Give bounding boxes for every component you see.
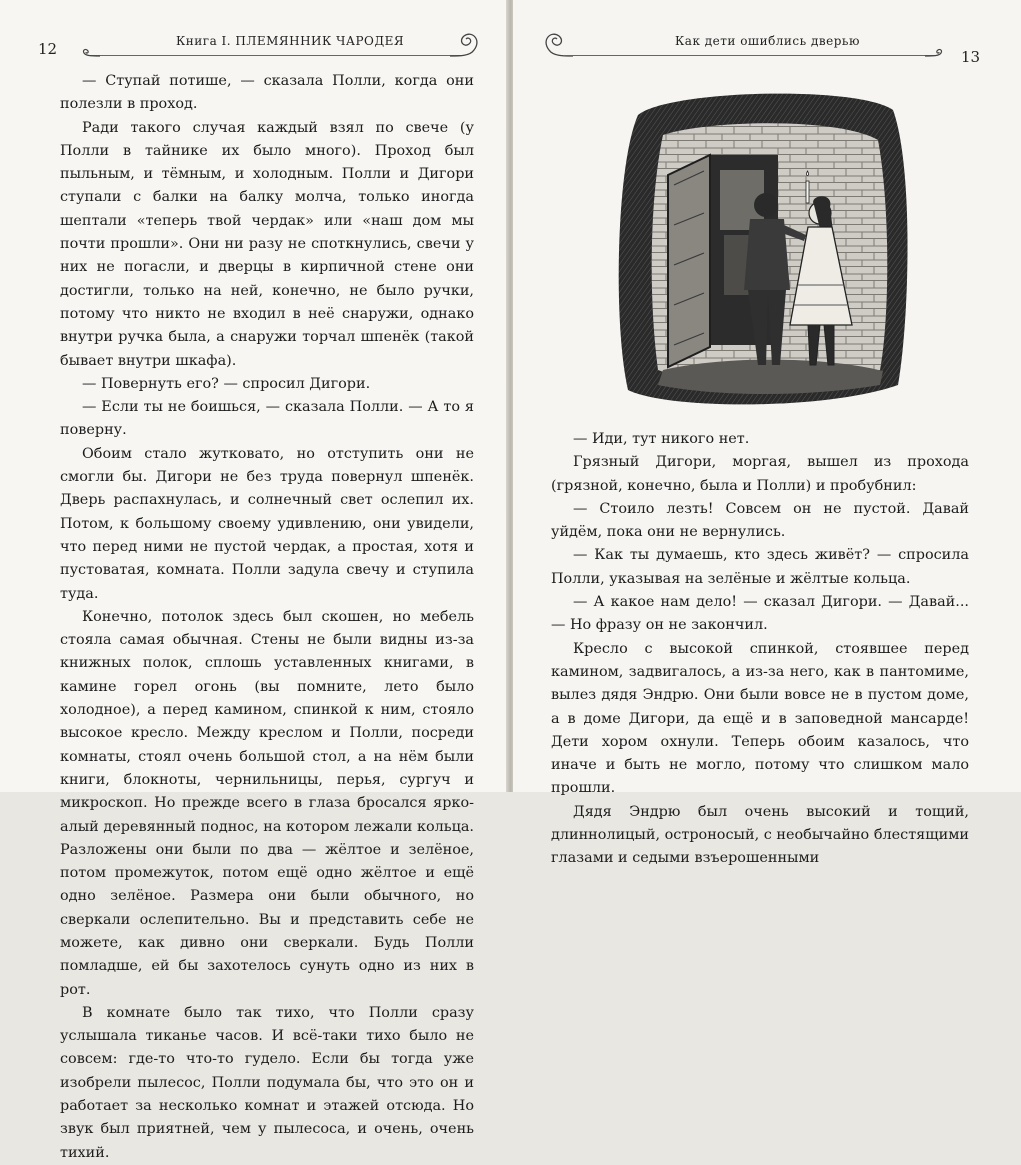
running-head: Как дети ошиблись дверью [675, 34, 860, 48]
paragraph: — А какое нам дело! — сказал Дигори. — Давай... — Но фразу он не закончил. [551, 594, 969, 634]
paragraph: — Ступай потише, — сказала Полли, когда они полезли в проход. [60, 73, 474, 113]
left-page [0, 0, 508, 1161]
paragraph: Конечно, потолок здесь был скошен, но мебель стояла самая обычная. Стены не были видны из-за книжных полок, сплошь уставленных книгами, в камине горел огонь (вы помните, лето было холодное), а перед камином, спинкой к ним, стояло высокое кресло. Между креслом и Полли, посреди комнаты, стоял очень большой стол, а на нём были книги, блокноты, чернильницы, перья, сургуч и микроскоп. Но прежде всего в глаза бросался ярко-алый деревянный поднос, на котором лежали кольца. Разложены они были по два — жёлтое и зелёное, потом промежуток, потом ещё одно жёлтое и ещё одно зелёное. Размера они были обычного, но сверкали ослепительно. Вы и представить себе не можете, как дивно они сверкали. Будь Полли помладше, ей бы захотелось сунуть одно из них в рот. [60, 608, 474, 998]
paragraph: — Стоило лезть! Совсем он не пустой. Давай уйдём, пока они не вернулись. [551, 500, 969, 541]
right-page [513, 0, 1021, 867]
paragraph: — Если ты не боишься, — сказала Полли. — А то я поверну. [60, 399, 474, 439]
spiral-ornament-icon [535, 26, 575, 62]
body-text [551, 428, 969, 871]
paragraph: Грязный Дигори, моргая, вышел из прохода (грязной, конечно, была и Полли) и пробубнил: [551, 454, 969, 494]
header-rule [90, 55, 462, 56]
paragraph: — Повернуть его? — спросил Дигори. [82, 375, 371, 392]
header-rule [563, 55, 935, 56]
paragraph: — Иди, тут никого нет. [573, 431, 750, 447]
paragraph: Обоим стало жутковато, но отступить они не смогли бы. Дигори не без труда повернул шпенёк. Дверь распахнулась, и солнечный свет ослепил их. Потом, к большому своему удивлению, они увидели, что перед ними не пустой чердак, а простая, хотя и пустоватая, комната. Полли задула свечу и ступила туда. [60, 445, 474, 602]
paragraph: Кресло с высокой спинкой, стоявшее перед камином, задвигалось, а из-за него, как в пантомиме, вылез дядя Эндрю. Они были вовсе не в пустом доме, а в доме Дигори, да ещё и в заповедной мансарде! Дети хором охнули. Теперь обоим казалось, что иначе и быть не могло, потому что слишком мало прошли. [551, 640, 969, 797]
ink-illustration-children-at-door [608, 85, 913, 412]
flourish-ornament-icon [923, 45, 945, 65]
page-number: 13 [961, 48, 981, 66]
running-head: Книга I. ПЛЕМЯННИК ЧАРОДЕЯ [176, 34, 405, 48]
paragraph: Дядя Эндрю был очень высокий и тощий, длиннолицый, остроносый, с необычайно блестящими глазами и седыми взъерошенными [551, 803, 969, 867]
paragraph: Ради такого случая каждый взял по свече (у Полли в тайнике их было много). Проход был пыльным, и тёмным, и холодным. Полли и Дигори ступали с балки на балку молча, только иногда шептали «теперь твой чердак» или «наш дом мы почти прошли». Они ни разу не споткнулись, свечи у них не погасли, и дверцы в кирпичной стене они достигли, только на ней, конечно, не было ручки, потому что никто не входил в неё снаружи, однако внутри ручка была, а снаружи торчал шпенёк (такой бывает внутри шкафа). [60, 119, 474, 369]
paragraph: В комнате было так тихо, что Полли сразу услышала тиканье часов. И всё-таки тихо было не совсем: где-то что-то гудело. Если бы тогда уже изобрели пылесос, Полли подумала бы, что это он и работает за несколько комнат и этажей отсюда. Но звук был приятней, чем у пылесоса, и очень, очень тихий. [60, 1004, 474, 1161]
page-number: 12 [38, 40, 58, 58]
paragraph: — Как ты думаешь, кто здесь живёт? — спросила Полли, указывая на зелёные и жёлтые кольца. [551, 547, 969, 587]
body-text [60, 70, 474, 1165]
spiral-ornament-icon [448, 26, 488, 62]
flourish-ornament-icon [80, 45, 102, 65]
